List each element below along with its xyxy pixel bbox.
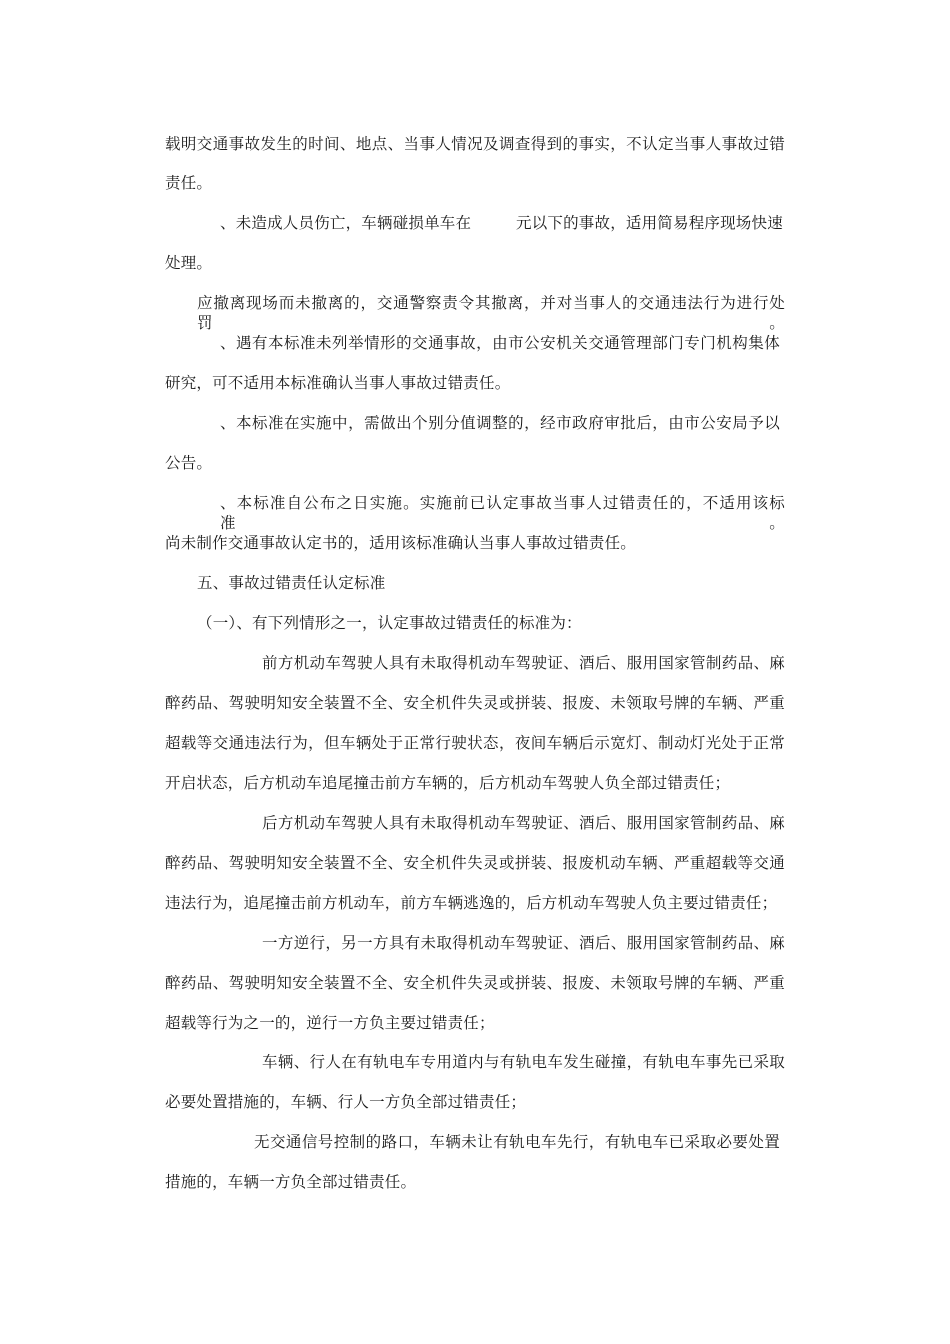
text-line: 研究，可不适用本标准确认当事人事故过错责任。 [165,374,511,392]
text-line: 一方逆行，另一方具有未取得机动车驾驶证、酒后、服用国家管制药品、麻 [262,934,785,952]
text-line: 醉药品、驾驶明知安全装置不全、安全机件失灵或拼装、报废机动车辆、严重超载等交通 [165,854,785,872]
text-line: 醉药品、驾驶明知安全装置不全、安全机件失灵或拼装、报废、未领取号牌的车辆、严重 [165,974,785,992]
text-line: 处理。 [165,254,213,272]
text-line: 违法行为，追尾撞击前方机动车，前方车辆逃逸的，后方机动车驾驶人负主要过错责任； [165,894,778,912]
text-line: 超载等行为之一的，逆行一方负主要过错责任； [165,1014,495,1032]
text-line: 、本标准在实施中，需做出个别分值调整的，经市政府审批后，由市公安局予以 [220,414,780,432]
text-line: 、遇有本标准未列举情形的交通事故，由市公安机关交通管理部门专门机构集体 [220,334,780,352]
subsection-heading: （一）、有下列情形之一，认定事故过错责任的标准为： [197,614,582,632]
section-heading: 五、事故过错责任认定标准 [197,574,386,592]
text-line: 措施的，车辆一方负全部过错责任。 [165,1173,417,1191]
text-line: 醉药品、驾驶明知安全装置不全、安全机件失灵或拼装、报废、未领取号牌的车辆、严重 [165,694,785,712]
text-line: 超载等交通违法行为，但车辆处于正常行驶状态，夜间车辆后示宽灯、制动灯光处于正常 [165,734,785,752]
text-line: 开启状态，后方机动车追尾撞击前方车辆的，后方机动车驾驶人负全部过错责任； [165,774,731,792]
text-line: 前方机动车驾驶人具有未取得机动车驾驶证、酒后、服用国家管制药品、麻 [262,654,785,672]
text-line: 尚未制作交通事故认定书的，适用该标准确认当事人事故过错责任。 [165,534,637,552]
text-line: 载明交通事故发生的时间、地点、当事人情况及调查得到的事实，不认定当事人事故过错 [165,135,785,153]
text-line: 后方机动车驾驶人具有未取得机动车驾驶证、酒后、服用国家管制药品、麻 [262,814,785,832]
text-line: 、未造成人员伤亡，车辆碰损单车在 [220,214,472,232]
text-line: 公告。 [165,454,213,472]
text-line: 应撤离现场而未撤离的，交通警察责令其撤离，并对当事人的交通违法行为进行处罚。 [197,294,785,332]
text-line: 必要处置措施的，车辆、行人一方负全部过错责任； [165,1093,527,1111]
text-line: 元以下的事故，适用简易程序现场快速 [516,214,783,232]
text-line: 车辆、行人在有轨电车专用道内与有轨电车发生碰撞，有轨电车事先已采取 [262,1053,785,1071]
text-line: 责任。 [165,174,213,192]
text-line: 、本标准自公布之日实施。实施前已认定事故当事人过错责任的，不适用该标准。 [220,494,785,532]
text-line: 无交通信号控制的路口，车辆未让有轨电车先行，有轨电车已采取必要处置 [254,1133,780,1151]
